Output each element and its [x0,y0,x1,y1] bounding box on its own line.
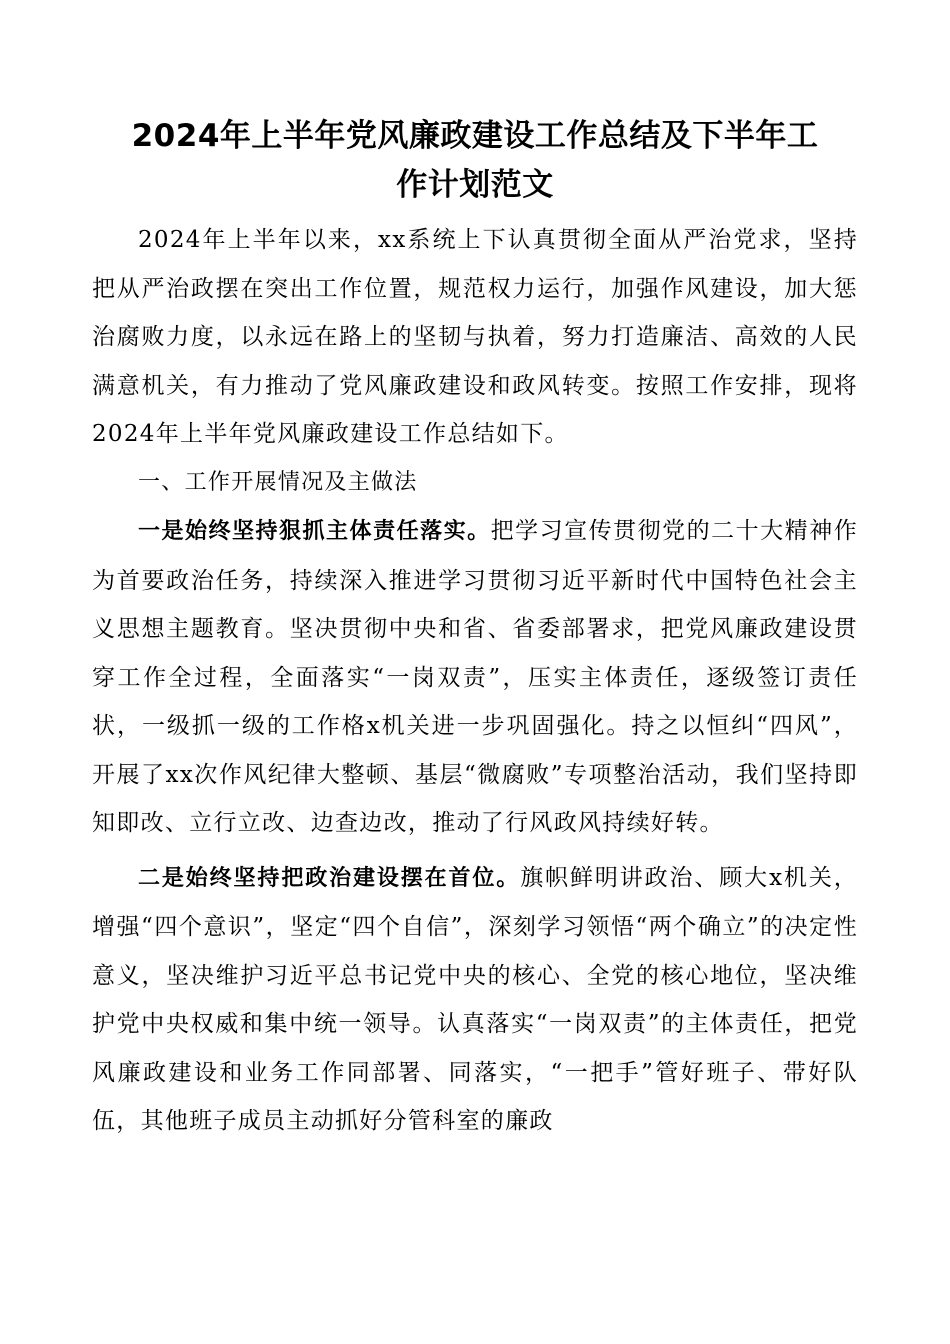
document-title-line-2: 作计划范文 [396,167,554,203]
item-body-1: 把学习宣传贯彻党的二十大精神作为首要政治任务，持续深入推进学习贯彻习近平新时代中国特色社会主义思想主题教育。坚决贯彻中央和省、省委部署求，把党风廉政建设贯穿工作全过程，全面落实“一岗双责”，压实主体责任，逐级签订责任状，一级抓一级的工作格x机关进一步巩固强化。持之以恒纠“四风”，开展了xx次作风纪律大整顿、基层“微腐败”专项整治活动，我们坚持即知即改、立行立改、边查边改，推动了行风政风持续好转。 [92,518,858,836]
item-paragraph-1 [92,507,858,848]
item-paragraph-2 [92,854,858,1146]
item-lead-2: 二是始终坚持把政治建设摆在首位。 [138,865,521,891]
intro-paragraph: 2024年上半年以来，xx系统上下认真贯彻全面从严治党求，坚持把从严治政摆在突出工作位置，规范权力运行，加强作风建设，加大惩治腐败力度，以永远在路上的坚韧与执着，努力打造廉洁、高效的人民满意机关，有力推动了党风廉政建设和政风转变。按照工作安排，现将2024年上半年党风廉政建设工作总结如下。 [92,227,858,447]
document-body [92,216,858,1146]
item-lead-1: 一是始终坚持狠抓主体责任落实。 [138,519,491,544]
document-title [92,112,858,210]
document-title-line-1: 2024年上半年党风廉政建设工作总结及下半年工 [131,118,819,154]
section-heading-1: 一、工作开展情况及主做法 [138,469,418,495]
item-body-2: 旗帜鲜明讲政治、顾大x机关，增强“四个意识”，坚定“四个自信”，深刻学习领悟“两个确立”的决定性意义，坚决维护习近平总书记党中央的核心、全党的核心地位，坚决维护党中央权威和集中统一领导。认真落实“一岗双责”的主体责任，把党风廉政建设和业务工作同部署、同落实，“一把手”管好班子、带好队伍，其他班子成员主动抓好分管科室的廉政 [92,864,859,1134]
document-content [92,112,858,1146]
